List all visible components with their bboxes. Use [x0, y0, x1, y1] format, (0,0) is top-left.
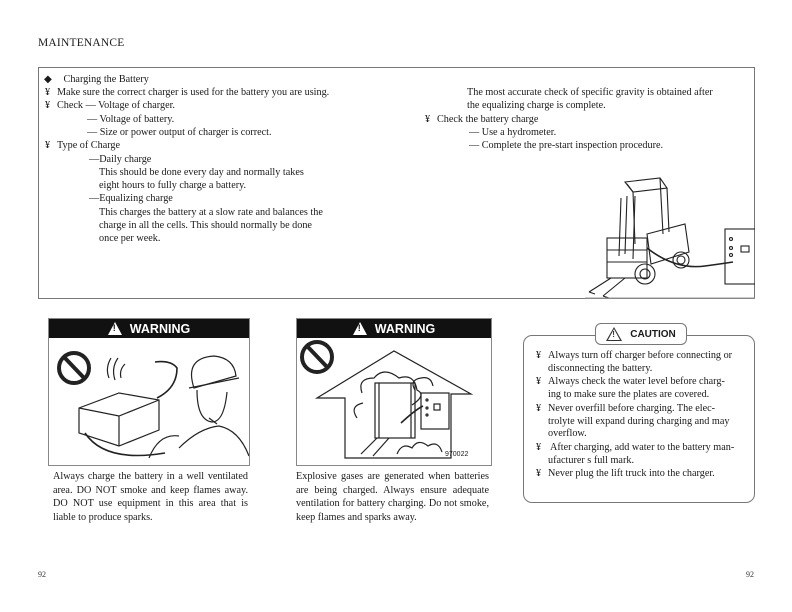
- text-line: [99, 219, 312, 232]
- line-text: the equalizing charge is complete.: [467, 100, 606, 112]
- text-line: [99, 232, 160, 245]
- text-line: [99, 206, 323, 219]
- text-line: [87, 113, 174, 126]
- caution-item-continuation: [548, 388, 709, 401]
- line-text: Make sure the correct charger is used for the battery you are using.: [57, 87, 330, 98]
- line-text: This should be done every day and normally takes: [99, 166, 304, 178]
- line-text: Type of Charge: [57, 140, 121, 152]
- warning-text-explosive-gas: Explosive gases are generated when batteries are being charged. Always ensure adequate ventilation for battery charging. Do not smoke, keep flames and sparks away.: [296, 471, 489, 523]
- figure-code: 970022: [445, 451, 469, 458]
- page-number-left: 92: [38, 570, 46, 579]
- caution-text: trolyte will expand during charging and may: [548, 415, 730, 427]
- diamond-bullet-icon: ◆: [44, 74, 52, 85]
- line-text: charge in all the cells. This should normally be done: [99, 220, 312, 231]
- bullet-icon: ¥: [45, 87, 51, 98]
- text-line: [99, 179, 246, 192]
- text-line: [469, 139, 663, 152]
- caution-item: [536, 349, 732, 362]
- warning-text-ventilation: Always charge the battery in a well ventilated area. DO NOT smoke and keep flames away. DO NOT use equipment in this area that is liable to produce sparks.: [53, 471, 248, 523]
- caution-item: [536, 402, 715, 415]
- caution-label: CAUTION: [630, 328, 676, 340]
- warning-panel-ventilation: [48, 318, 250, 466]
- warning-bar: [297, 319, 491, 338]
- warning-triangle-icon: [353, 322, 367, 335]
- bullet-icon: ¥: [536, 468, 542, 480]
- line-text: Check the battery charge: [437, 113, 539, 125]
- bullet-icon: ¥: [536, 402, 542, 414]
- caution-item: [536, 375, 725, 388]
- text-line: [467, 86, 713, 99]
- bullet-icon: ¥: [425, 113, 431, 125]
- caution-text: overflow.: [548, 428, 587, 440]
- line-text: Check — Voltage of charger.: [57, 100, 175, 112]
- line-text: The most accurate check of specific gravity is obtained after: [467, 87, 713, 98]
- line-text: — Voltage of battery.: [87, 113, 175, 125]
- charging-battery-box: [38, 67, 755, 299]
- caution-text: After charging, add water to the battery man-: [548, 442, 735, 453]
- text-line: [45, 86, 329, 99]
- bullet-icon: ¥: [45, 140, 51, 152]
- caution-text: Always check the water level before charg-: [548, 376, 725, 388]
- text-line: [45, 99, 175, 112]
- text-line: [89, 153, 151, 166]
- warning-panel-explosive-gas: [296, 318, 492, 466]
- caution-box: [523, 335, 755, 503]
- caution-item: [536, 441, 734, 454]
- line-text: — Use a hydrometer.: [469, 126, 557, 138]
- warning-label: WARNING: [374, 321, 436, 336]
- line-text: — Complete the pre-start inspection procedure.: [469, 140, 664, 152]
- line-text: This charges the battery at a slow rate and balances the: [99, 206, 323, 218]
- worker-battery-illustration: [49, 338, 249, 465]
- caution-item-continuation: [548, 454, 634, 467]
- line-text: once per week.: [99, 233, 161, 245]
- forklift-charger-illustration: [585, 174, 755, 299]
- section-header: MAINTENANCE: [38, 37, 125, 49]
- caution-triangle-icon: [606, 327, 622, 341]
- bullet-icon: ¥: [45, 100, 51, 112]
- section-title-line: [44, 73, 149, 86]
- line-text: —Daily charge: [89, 153, 152, 165]
- line-text: eight hours to fully charge a battery.: [99, 180, 247, 192]
- section-title: Charging the Battery: [63, 74, 149, 85]
- text-line: [99, 166, 304, 179]
- caution-text: ing to make sure the plates are covered.: [548, 389, 710, 401]
- caution-item: [536, 467, 715, 480]
- bullet-icon: ¥: [536, 350, 542, 361]
- bullet-icon: ¥: [536, 376, 542, 388]
- caution-text: ufacturer s full mark.: [548, 454, 634, 466]
- caution-text: Never plug the lift truck into the charger.: [548, 468, 715, 480]
- text-line: [89, 192, 173, 205]
- text-line: [87, 126, 272, 139]
- text-line: [45, 139, 120, 152]
- caution-text: disconnecting the battery.: [548, 362, 653, 374]
- warning-label: WARNING: [129, 321, 191, 336]
- caution-item-continuation: [548, 415, 729, 428]
- text-line: [467, 99, 606, 112]
- bullet-icon: ¥: [536, 442, 542, 453]
- warning-bar: [49, 319, 249, 338]
- text-line: [469, 126, 556, 139]
- caution-item-continuation: [548, 427, 587, 440]
- text-line: [425, 113, 538, 126]
- warning-triangle-icon: [108, 322, 122, 335]
- line-text: — Size or power output of charger is correct.: [87, 126, 272, 138]
- caution-text: Always turn off charger before connecting or: [548, 350, 733, 361]
- caution-text: Never overfill before charging. The elec-: [548, 402, 716, 414]
- page-number-right: 92: [746, 570, 754, 579]
- building-gas-forklift-illustration: [297, 338, 491, 465]
- line-text: —Equalizing charge: [89, 193, 173, 205]
- caution-item-continuation: [548, 362, 652, 375]
- caution-header: [595, 323, 687, 345]
